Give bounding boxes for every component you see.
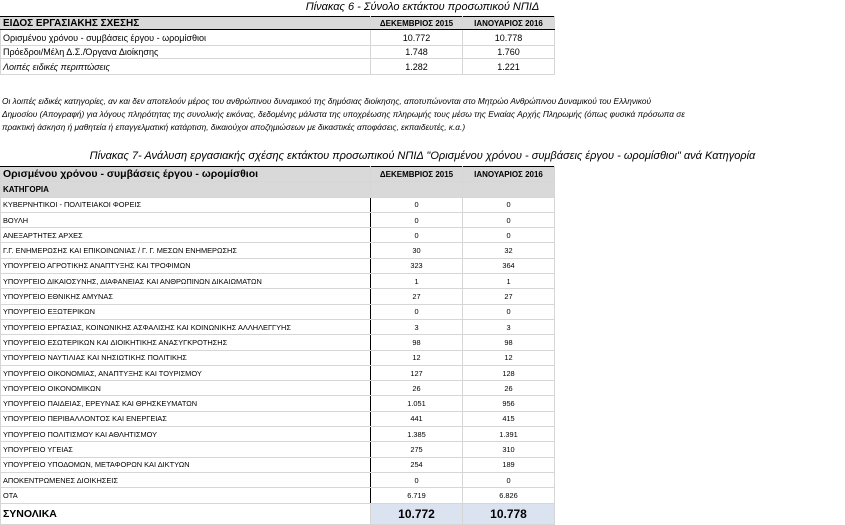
row-value-jan2016: 415 (463, 411, 555, 426)
total-label: ΣΥΝΟΛΙΚΑ (1, 503, 371, 524)
note-line: πρακτική άσκηση ή μαθητεία ή επαγγελματική κατάρτιση, δικαιούχοι αποζημιώσεων με δικαστικές αποφάσεις, εκπαιδευτές, κ.α.) (2, 122, 466, 132)
row-label: Λοιπές ειδικές περιπτώσεις (1, 59, 371, 75)
row-value-dec2015: 1.385 (371, 427, 463, 442)
row-value-dec2015: 30 (371, 243, 463, 258)
table6 (0, 16, 555, 75)
row-value-jan2016: 10.778 (463, 30, 555, 46)
row-label: Ορισμένου χρόνου - συμβάσεις έργου - ωρομίσθιοι (1, 30, 371, 46)
row-value-jan2016: 1.391 (463, 427, 555, 442)
table-row (1, 472, 555, 487)
row-value-dec2015: 1.282 (371, 59, 463, 75)
table7-title: Πίνακας 7- Ανάλυση εργασιακής σχέσης εκτάκτου προσωπικού ΝΠΙΔ "Ορισμένου χρόνου - συμβάσεις έργου - ωρομίσθιοι" ανά Κατηγορία (89, 150, 756, 162)
table7-header-label: Ορισμένου χρόνου - συμβάσεις έργου - ωρομίσθιοι (1, 167, 371, 182)
row-label: ΥΠΟΥΡΓΕΙΟ ΝΑΥΤΙΛΙΑΣ ΚΑΙ ΝΗΣΙΩΤΙΚΗΣ ΠΟΛΙΤΙΚΗΣ (1, 350, 371, 365)
table-row (1, 365, 555, 380)
row-label: ΥΠΟΥΡΓΕΙΟ ΠΑΙΔΕΙΑΣ, ΕΡΕΥΝΑΣ ΚΑΙ ΘΡΗΣΚΕΥΜΑΤΩΝ (1, 396, 371, 411)
row-value-jan2016: 1.760 (463, 46, 555, 59)
row-value-jan2016: 0 (463, 197, 555, 212)
table-row (1, 197, 555, 212)
table-row (1, 427, 555, 442)
row-label: Πρόεδροι/Μέλη Δ.Σ./Όργανα Διοίκησης (1, 46, 371, 59)
row-label: ΥΠΟΥΡΓΕΙΟ ΕΞΩΤΕΡΙΚΩΝ (1, 304, 371, 319)
table-row (1, 411, 555, 426)
table-row (1, 30, 555, 46)
row-value-dec2015: 1.051 (371, 396, 463, 411)
table-row (1, 289, 555, 304)
row-value-jan2016: 3 (463, 319, 555, 334)
table7-header-row (1, 167, 555, 182)
row-value-dec2015: 6.719 (371, 488, 463, 503)
table-row (1, 335, 555, 350)
explanatory-note (2, 95, 845, 134)
row-value-dec2015: 98 (371, 335, 463, 350)
category-subheader: ΚΑΤΗΓΟΡΙΑ (1, 182, 371, 197)
row-value-jan2016: 956 (463, 396, 555, 411)
row-value-jan2016: 1.221 (463, 59, 555, 75)
row-label: ΥΠΟΥΡΓΕΙΟ ΥΓΕΙΑΣ (1, 442, 371, 457)
row-label: ΥΠΟΥΡΓΕΙΟ ΥΠΟΔΟΜΩΝ, ΜΕΤΑΦΟΡΩΝ ΚΑΙ ΔΙΚΤΥΩΝ (1, 457, 371, 472)
row-value-dec2015: 254 (371, 457, 463, 472)
row-value-dec2015: 10.772 (371, 30, 463, 46)
table-row (1, 350, 555, 365)
row-value-dec2015: 12 (371, 350, 463, 365)
note-line: Οι λοιπές ειδικές κατηγορίες, αν και δεν αποτελούν μέρος του ανθρώπινου δυναμικού της δημόσιας διοίκησης, αποτυπώνονται στο Μητρώο Ανθρώπινου Δυναμικού του Ελληνικού (2, 96, 652, 106)
row-label: ΚΥΒΕΡΝΗΤΙΚΟΙ - ΠΟΛΙΤΕΙΑΚΟΙ ΦΟΡΕΙΣ (1, 197, 371, 212)
table-row (1, 319, 555, 334)
row-value-jan2016: 310 (463, 442, 555, 457)
row-label: ΒΟΥΛΗ (1, 212, 371, 227)
row-label: ΥΠΟΥΡΓΕΙΟ ΔΙΚΑΙΟΣΥΝΗΣ, ΔΙΑΦΑΝΕΙΑΣ ΚΑΙ ΑΝΘΡΩΠΙΝΩΝ ΔΙΚΑΙΩΜΑΤΩΝ (1, 274, 371, 289)
row-label: ΥΠΟΥΡΓΕΙΟ ΠΟΛΙΤΙΣΜΟΥ ΚΑΙ ΑΘΛΗΤΙΣΜΟΥ (1, 427, 371, 442)
row-value-jan2016: 12 (463, 350, 555, 365)
table6-header-col1: ΔΕΚΕΜΒΡΙΟΣ 2015 (371, 17, 463, 30)
table-row (1, 258, 555, 273)
row-label: ΥΠΟΥΡΓΕΙΟ ΕΡΓΑΣΙΑΣ, ΚΟΙΝΩΝΙΚΗΣ ΑΣΦΑΛΙΣΗΣ ΚΑΙ ΚΟΙΝΩΝΙΚΗΣ ΑΛΛΗΛΕΓΓΥΗΣ (1, 319, 371, 334)
note-line: Δημοσίου (Απογραφή) για λόγους πληρότητας της συνολικής εικόνας, δεδομένης μάλιστα της υποχρέωσης πληρωμής τους μέσω της Ενιαίας Αρχής Πληρωμής (όπως φυσικά πρόσωπα σε (2, 109, 685, 119)
subheader-empty-cell (371, 182, 463, 197)
table6-title: Πίνακας 6 - Σύνολο εκτάκτου προσωπικού ΝΠΙΔ (305, 1, 540, 13)
row-value-jan2016: 189 (463, 457, 555, 472)
table-row (1, 442, 555, 457)
table6-header-row (1, 17, 555, 30)
table-row (1, 46, 555, 59)
row-value-dec2015: 127 (371, 365, 463, 380)
total-value-dec2015: 10.772 (371, 503, 463, 524)
row-label: ΥΠΟΥΡΓΕΙΟ ΟΙΚΟΝΟΜΙΚΩΝ (1, 381, 371, 396)
table-row (1, 212, 555, 227)
row-value-dec2015: 0 (371, 228, 463, 243)
table6-header-col2: ΙΑΝΟΥΑΡΙΟΣ 2016 (463, 17, 555, 30)
row-value-jan2016: 1 (463, 274, 555, 289)
table7-header-col2: ΙΑΝΟΥΑΡΙΟΣ 2016 (463, 167, 555, 182)
row-value-jan2016: 128 (463, 365, 555, 380)
row-value-dec2015: 0 (371, 212, 463, 227)
row-label: ΥΠΟΥΡΓΕΙΟ ΕΣΩΤΕΡΙΚΩΝ ΚΑΙ ΔΙΟΙΚΗΤΙΚΗΣ ΑΝΑΣΥΓΚΡΟΤΗΣΗΣ (1, 335, 371, 350)
row-value-dec2015: 1 (371, 274, 463, 289)
row-value-jan2016: 98 (463, 335, 555, 350)
table-row (1, 59, 555, 75)
table-row (1, 488, 555, 503)
row-value-jan2016: 364 (463, 258, 555, 273)
total-value-jan2016: 10.778 (463, 503, 555, 524)
table-row (1, 274, 555, 289)
table7 (0, 166, 555, 525)
row-label: ΥΠΟΥΡΓΕΙΟ ΕΘΝΙΚΗΣ ΑΜΥΝΑΣ (1, 289, 371, 304)
table7-header-col1: ΔΕΚΕΜΒΡΙΟΣ 2015 (371, 167, 463, 182)
row-value-jan2016: 0 (463, 304, 555, 319)
row-label: ΥΠΟΥΡΓΕΙΟ ΟΙΚΟΝΟΜΙΑΣ, ΑΝΑΠΤΥΞΗΣ ΚΑΙ ΤΟΥΡΙΣΜΟΥ (1, 365, 371, 380)
row-value-dec2015: 1.748 (371, 46, 463, 59)
row-label: ΑΝΕΞΑΡΤΗΤΕΣ ΑΡΧΕΣ (1, 228, 371, 243)
subheader-empty-cell (463, 182, 555, 197)
row-value-jan2016: 0 (463, 472, 555, 487)
table-row (1, 243, 555, 258)
row-value-dec2015: 27 (371, 289, 463, 304)
row-value-dec2015: 26 (371, 381, 463, 396)
row-value-dec2015: 0 (371, 197, 463, 212)
row-value-dec2015: 441 (371, 411, 463, 426)
row-value-dec2015: 3 (371, 319, 463, 334)
table-row (1, 304, 555, 319)
row-value-dec2015: 0 (371, 304, 463, 319)
table-row (1, 457, 555, 472)
row-value-dec2015: 0 (371, 472, 463, 487)
row-label: ΑΠΟΚΕΝΤΡΩΜΕΝΕΣ ΔΙΟΙΚΗΣΕΙΣ (1, 472, 371, 487)
table-row (1, 381, 555, 396)
row-label: Γ.Γ. ΕΝΗΜΕΡΩΣΗΣ ΚΑΙ ΕΠΙΚΟΙΝΩΝΙΑΣ / Γ. Γ. ΜΕΣΩΝ ΕΝΗΜΕΡΩΣΗΣ (1, 243, 371, 258)
table6-header-label: ΕΙΔΟΣ ΕΡΓΑΣΙΑΚΗΣ ΣΧΕΣΗΣ (1, 17, 371, 30)
row-value-jan2016: 27 (463, 289, 555, 304)
total-row (1, 503, 555, 524)
table7-subheader-row (1, 182, 555, 197)
row-value-jan2016: 0 (463, 212, 555, 227)
row-value-jan2016: 26 (463, 381, 555, 396)
row-value-jan2016: 0 (463, 228, 555, 243)
row-label: ΥΠΟΥΡΓΕΙΟ ΠΕΡΙΒΑΛΛΟΝΤΟΣ ΚΑΙ ΕΝΕΡΓΕΙΑΣ (1, 411, 371, 426)
row-label: ΟΤΑ (1, 488, 371, 503)
table-row (1, 396, 555, 411)
row-value-jan2016: 32 (463, 243, 555, 258)
row-label: ΥΠΟΥΡΓΕΙΟ ΑΓΡΟΤΙΚΗΣ ΑΝΑΠΤΥΞΗΣ ΚΑΙ ΤΡΟΦΙΜΩΝ (1, 258, 371, 273)
row-value-jan2016: 6.826 (463, 488, 555, 503)
row-value-dec2015: 323 (371, 258, 463, 273)
row-value-dec2015: 275 (371, 442, 463, 457)
table-row (1, 228, 555, 243)
